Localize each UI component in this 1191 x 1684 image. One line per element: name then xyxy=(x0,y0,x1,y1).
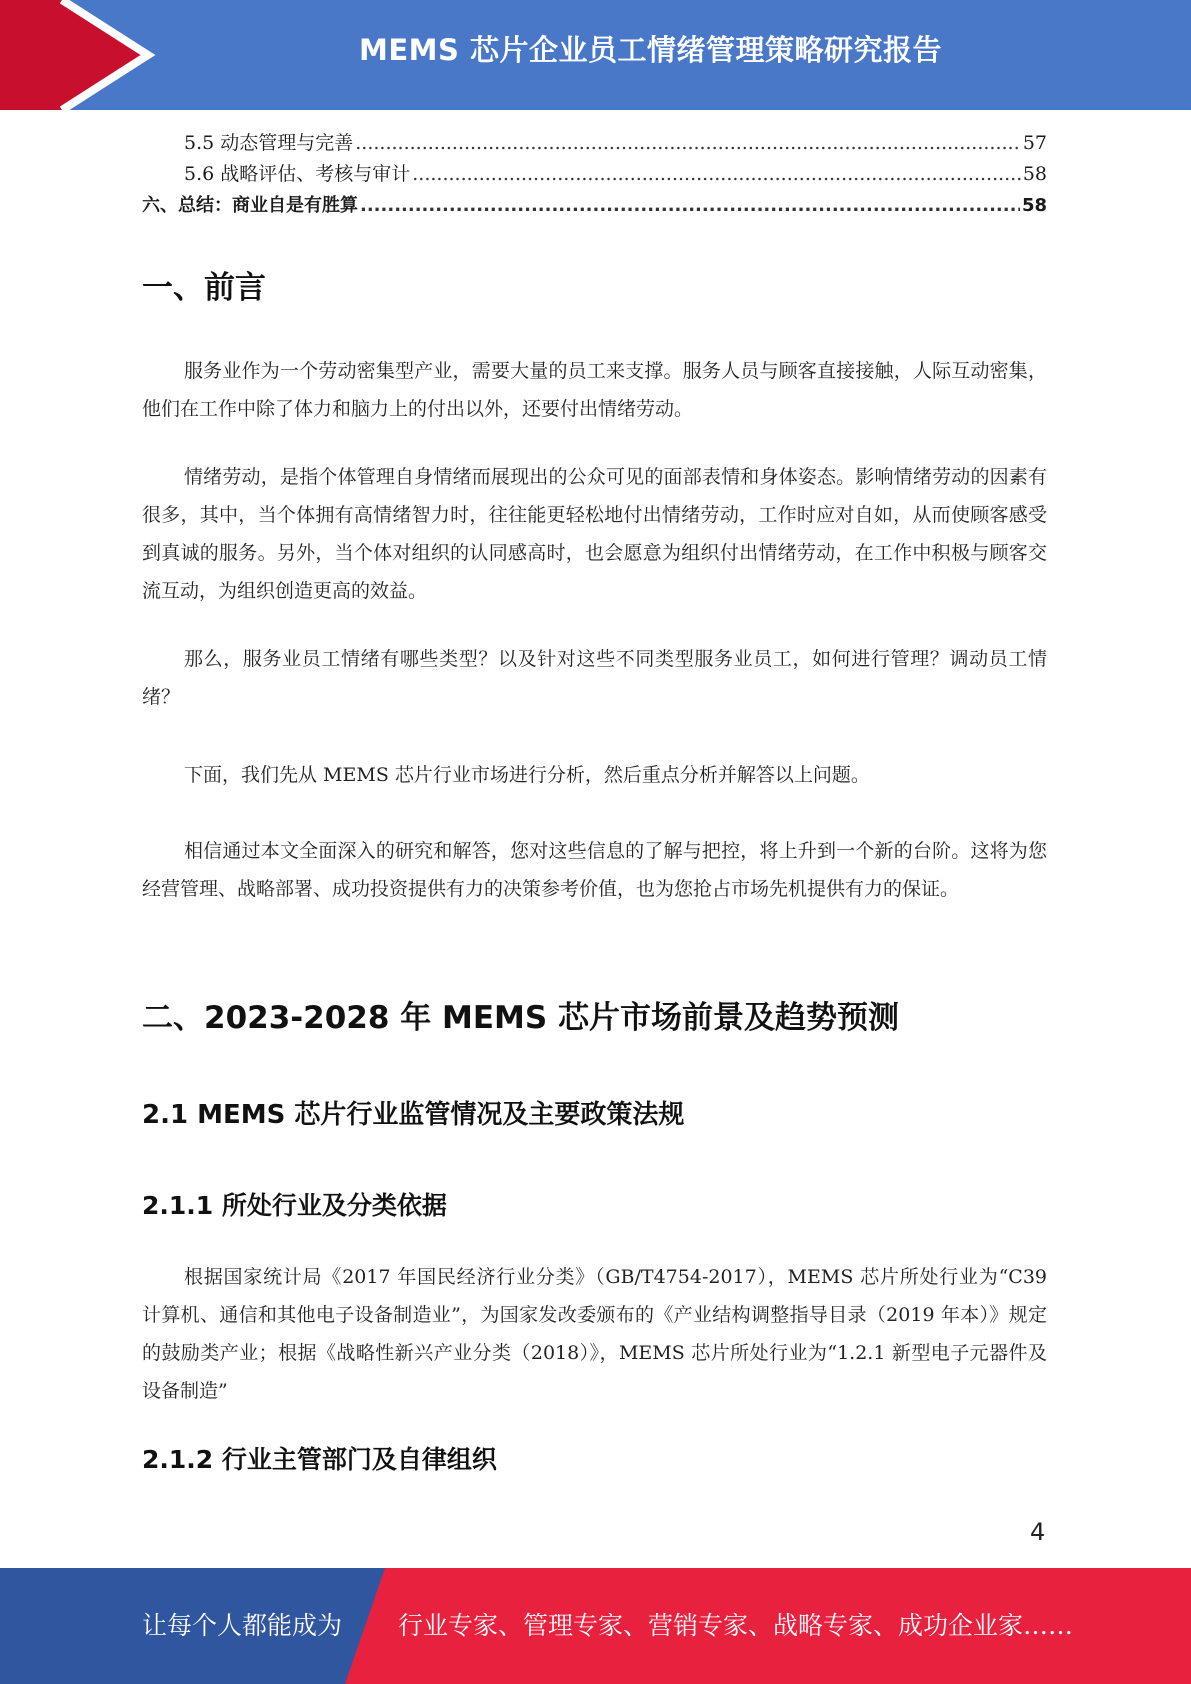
paragraph: 那么，服务业员工情绪有哪些类型？以及针对这些不同类型服务业员工，如何进行管理？调动员工情绪？ xyxy=(142,648,1047,708)
footer-slogan-right: 行业专家、管理专家、营销专家、战略专家、成功企业家…… xyxy=(398,1611,1074,1640)
section-heading-chapter2: 二、2023-2028 年 MEMS 芯片市场前景及趋势预测 xyxy=(142,1000,900,1036)
toc-entry-title: 5.5 动态管理与完善 xyxy=(184,132,354,154)
toc-leader-dots xyxy=(360,190,1020,221)
toc-entry-title: 5.6 战略评估、考核与审计 xyxy=(184,163,411,185)
subsubsection-heading: 2.1.1 所处行业及分类依据 xyxy=(142,1191,447,1220)
footer-slogan-left: 让每个人都能成为 xyxy=(142,1611,343,1640)
toc-leader-dots xyxy=(412,159,1021,190)
subsection-heading: 2.1 MEMS 芯片行业监管情况及主要政策法规 xyxy=(142,1100,685,1130)
paragraph: 相信通过本文全面深入的研究和解答，您对这些信息的了解与把控，将上升到一个新的台阶。这将为您经营管理、战略部署、成功投资提供有力的决策参考价值，也为您抢占市场先机提供有力的保证。 xyxy=(142,840,1047,900)
toc-entry-page: 58 xyxy=(1022,163,1047,185)
subsubsection-heading: 2.1.2 行业主管部门及自律组织 xyxy=(142,1445,497,1474)
table-of-contents xyxy=(142,128,1047,221)
page-number: 4 xyxy=(1030,1518,1046,1546)
paragraph: 情绪劳动，是指个体管理自身情绪而展现出的公众可见的面部表情和身体姿态。影响情绪劳动的因素有很多，其中，当个体拥有高情绪智力时，往往能更轻松地付出情绪劳动，工作时应对自如，从而使顾客感受到真诚的服务。另外，当个体对组织的认同感高时，也会愿意为组织付出情绪劳动，在工作中积极与顾客交流互动，为组织创造更高的效益。 xyxy=(142,466,1047,602)
toc-entry[interactable] xyxy=(142,190,1047,221)
toc-leader-dots xyxy=(355,128,1021,159)
page-footer xyxy=(0,1568,1191,1684)
toc-entry-page: 57 xyxy=(1022,132,1047,154)
paragraph: 服务业作为一个劳动密集型产业，需要大量的员工来支撑。服务人员与顾客直接接触，人际互动密集，他们在工作中除了体力和脑力上的付出以外，还要付出情绪劳动。 xyxy=(142,360,1047,420)
toc-entry[interactable] xyxy=(142,159,1047,190)
toc-entry-title: 六、总结：商业自是有胜算 xyxy=(142,195,358,216)
toc-entry[interactable] xyxy=(142,128,1047,159)
report-title: MEMS 芯片企业员工情绪管理策略研究报告 xyxy=(358,33,942,67)
toc-entry-page: 58 xyxy=(1021,195,1047,216)
section-heading-preface: 一、前言 xyxy=(142,270,266,306)
paragraph: 下面，我们先从 MEMS 芯片行业市场进行分析，然后重点分析并解答以上问题。 xyxy=(184,764,870,786)
page-header xyxy=(0,0,1191,110)
paragraph: 根据国家统计局《2017 年国民经济行业分类》（GB/T4754-2017），MEMS 芯片所处行业为“C39 计算机、通信和其他电子设备制造业”，为国家发改委颁布的《产业结构调整指导目录（2019 年本）》规定的鼓励类产业；根据《战略性新兴产业分类（2018）》，MEMS 芯片所处行业为“1.2.1 新型电子元器件及设备制造” xyxy=(142,1266,1047,1402)
